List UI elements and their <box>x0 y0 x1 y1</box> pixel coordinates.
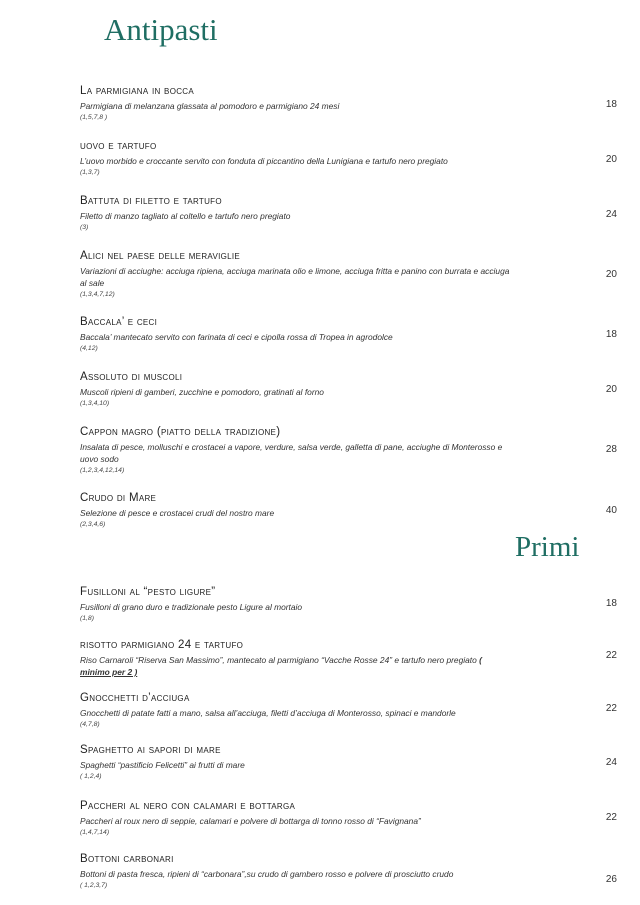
dish-price: 26 <box>605 874 617 885</box>
dish-description: Gnocchetti di patate fatti a mano, salsa all’acciuga, filetti d’acciuga di Monterosso, spinaci e mandorle <box>80 708 456 718</box>
dish-description: Muscoli ripieni di gamberi, zucchine e pomodoro, gratinati al forno <box>80 387 324 397</box>
menu-item <box>80 84 625 123</box>
dish-description: Paccheri al roux nero di seppie, calamari e polvere di bottarga di tonno rosso di “Favignana” <box>80 816 421 826</box>
menu-item <box>80 425 625 476</box>
dish-allergens: (1,3,4,7,12) <box>80 291 115 298</box>
menu-item <box>80 585 625 624</box>
dish-name: Battuta di filetto e tartufo <box>80 195 222 207</box>
menu-item <box>80 194 625 233</box>
dish-name: Baccala’ e ceci <box>80 316 158 328</box>
dish-name: Paccheri al nero con calamari e bottarga <box>80 800 296 812</box>
dish-allergens: (1,3,7) <box>80 169 100 176</box>
dish-name: risotto parmigiano 24 e tartufo <box>80 639 244 651</box>
dish-description-text: Riso Carnaroli “Riserva San Massimo”, mantecato al parmigiano “Vacche Rosse 24” e tartufo nero pregiato <box>80 655 477 665</box>
antipasti-section-title: Antipasti <box>104 12 218 47</box>
menu-item <box>80 249 625 300</box>
menu-item <box>80 370 625 409</box>
dish-price: 18 <box>605 329 617 340</box>
dish-name: Gnocchetti d’acciuga <box>80 692 190 704</box>
dish-price: 40 <box>605 505 617 516</box>
dish-allergens: (1,3,4,10) <box>80 400 110 407</box>
dish-price: 24 <box>605 209 617 220</box>
menu-item <box>80 852 625 891</box>
dish-name: Crudo di Mare <box>80 492 157 504</box>
dish-price: 20 <box>605 269 617 280</box>
dish-price: 22 <box>605 650 617 661</box>
menu-item <box>80 139 625 178</box>
dish-allergens: (4,7,8) <box>80 721 100 728</box>
menu-item <box>80 315 625 354</box>
dish-allergens: (1,2,3,4,12,14) <box>80 467 125 474</box>
menu-item <box>80 638 625 678</box>
dish-name: Alici nel paese delle meraviglie <box>80 250 241 262</box>
dish-description: Variazioni di acciughe: acciuga ripiena, acciuga marinata olio e limone, acciuga fritta e panino con burrata e acciuga al sale <box>80 266 510 288</box>
dish-price: 18 <box>605 598 617 609</box>
dish-name: Bottoni carbonari <box>80 853 174 865</box>
dish-description: Insalata di pesce, molluschi e crostacei a vapore, verdure, salsa verde, galletta di pane, acciughe di Monterosso e uovo sodo <box>80 442 503 464</box>
dish-description: Bottoni di pasta fresca, ripieni di “carbonara”,su crudo di gambero rosso e polvere di prosciutto crudo <box>80 869 454 879</box>
dish-description <box>80 654 510 678</box>
dish-price: 22 <box>605 812 617 823</box>
dish-price: 20 <box>605 384 617 395</box>
dish-price: 20 <box>605 154 617 165</box>
dish-allergens: (4,12) <box>80 345 98 352</box>
dish-description: Fusilloni di grano duro e tradizionale pesto Ligure al mortaio <box>80 602 303 612</box>
menu-item <box>80 743 625 782</box>
dish-price: 28 <box>605 444 617 455</box>
dish-name: Assoluto di muscoli <box>80 371 183 383</box>
dish-description: Spaghetti “pastificio Felicetti” ai frutti di mare <box>80 760 245 770</box>
dish-name: uovo e tartufo <box>80 140 157 152</box>
dish-description: Parmigiana di melanzana glassata al pomodoro e parmigiano 24 mesi <box>80 101 340 111</box>
menu-item <box>80 799 625 838</box>
dish-price: 24 <box>605 757 617 768</box>
dish-description: Filetto di manzo tagliato al coltello e tartufo nero pregiato <box>80 211 291 221</box>
dish-price: 18 <box>605 99 617 110</box>
dish-allergens: ( 1,2,3,7) <box>80 882 108 889</box>
dish-name: Fusilloni al “pesto ligure” <box>80 586 216 598</box>
dish-description: L’uovo morbido e croccante servito con fonduta di piccantino della Lunigiana e tartufo nero pregiato <box>80 156 448 166</box>
dish-description: Selezione di pesce e crostacei crudi del nostro mare <box>80 508 275 518</box>
dish-allergens: (1,5,7,8 ) <box>80 114 108 121</box>
dish-allergens: ( 1,2,4) <box>80 773 102 780</box>
dish-name: Cappon magro (piatto della tradizione) <box>80 426 281 438</box>
minimum-order-note: ( minimo per 2 ) <box>80 655 482 677</box>
dish-allergens: (3) <box>80 224 89 231</box>
dish-allergens: (2,3,4,6) <box>80 521 106 528</box>
primi-section-title: Primi <box>515 531 580 563</box>
dish-allergens: (1,4,7,14) <box>80 829 110 836</box>
dish-price: 22 <box>605 703 617 714</box>
menu-item <box>80 691 625 730</box>
dish-name: La parmigiana in bocca <box>80 85 195 97</box>
dish-allergens: (1,8) <box>80 615 94 622</box>
menu-item <box>80 491 625 530</box>
dish-description: Baccala’ mantecato servito con farinata di ceci e cipolla rossa di Tropea in agrodolce <box>80 332 393 342</box>
dish-name: Spaghetto ai sapori di mare <box>80 744 221 756</box>
